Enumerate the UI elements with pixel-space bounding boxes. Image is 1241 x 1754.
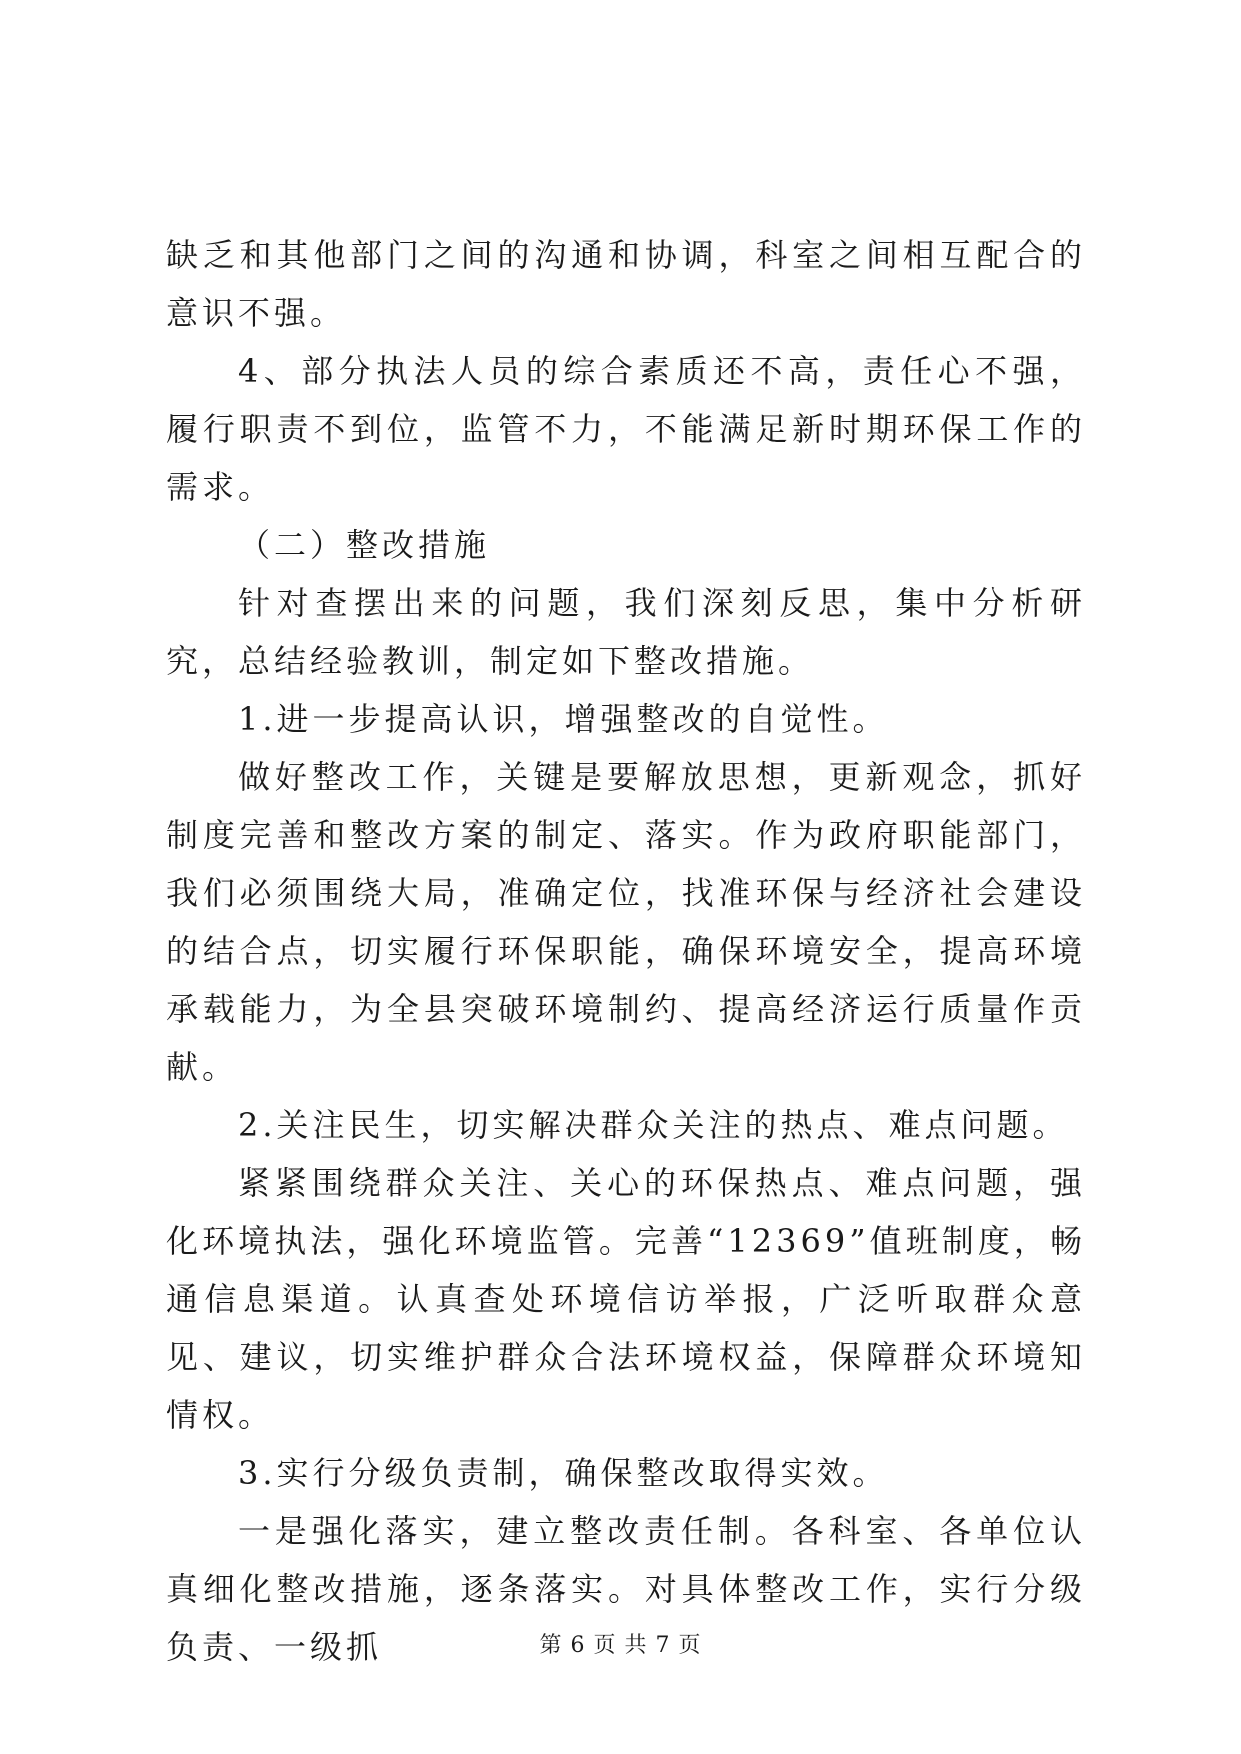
paragraph-intro: 针对查摆出来的问题，我们深刻反思，集中分析研究，总结经验教训，制定如下整改措施。 xyxy=(166,584,1086,680)
paragraph-3: 一是强化落实，建立整改责任制。各科室、各单位认真细化整改措施，逐条落实。对具体整改工作，实行分级负责、一级抓 xyxy=(166,1512,1086,1666)
subheading-2: 2.关注民生，切实解决群众关注的热点、难点问题。 xyxy=(238,1106,1069,1144)
page-number-footer: 第 6 页 共 7 页 xyxy=(539,1633,702,1658)
paragraph-1: 做好整改工作，关键是要解放思想，更新观念，抓好制度完善和整改方案的制定、落实。作为政府职能部门，我们必须围绕大局，准确定位，找准环保与经济社会建设的结合点，切实履行环保职能，确保环境安全，提高环境承载能力，为全县突破环境制约、提高经济运行质量作贡献。 xyxy=(166,758,1086,1086)
paragraph-item-4: 4、部分执法人员的综合素质还不高，责任心不强，履行职责不到位，监管不力，不能满足新时期环保工作的需求。 xyxy=(166,352,1086,506)
paragraph-2: 紧紧围绕群众关注、关心的环保热点、难点问题，强化环境执法，强化环境监管。完善“12369”值班制度，畅通信息渠道。认真查处环境信访举报，广泛听取群众意见、建议，切实维护群众合法环境权益，保障群众环境知情权。 xyxy=(166,1164,1086,1434)
section-heading: （二）整改措施 xyxy=(238,526,491,564)
paragraph-continued: 缺乏和其他部门之间的沟通和协调，科室之间相互配合的意识不强。 xyxy=(166,236,1086,332)
document-body xyxy=(166,226,1086,1676)
subheading-3: 3.实行分级负责制，确保整改取得实效。 xyxy=(238,1454,889,1492)
subheading-1: 1.进一步提高认识，增强整改的自觉性。 xyxy=(238,700,889,738)
